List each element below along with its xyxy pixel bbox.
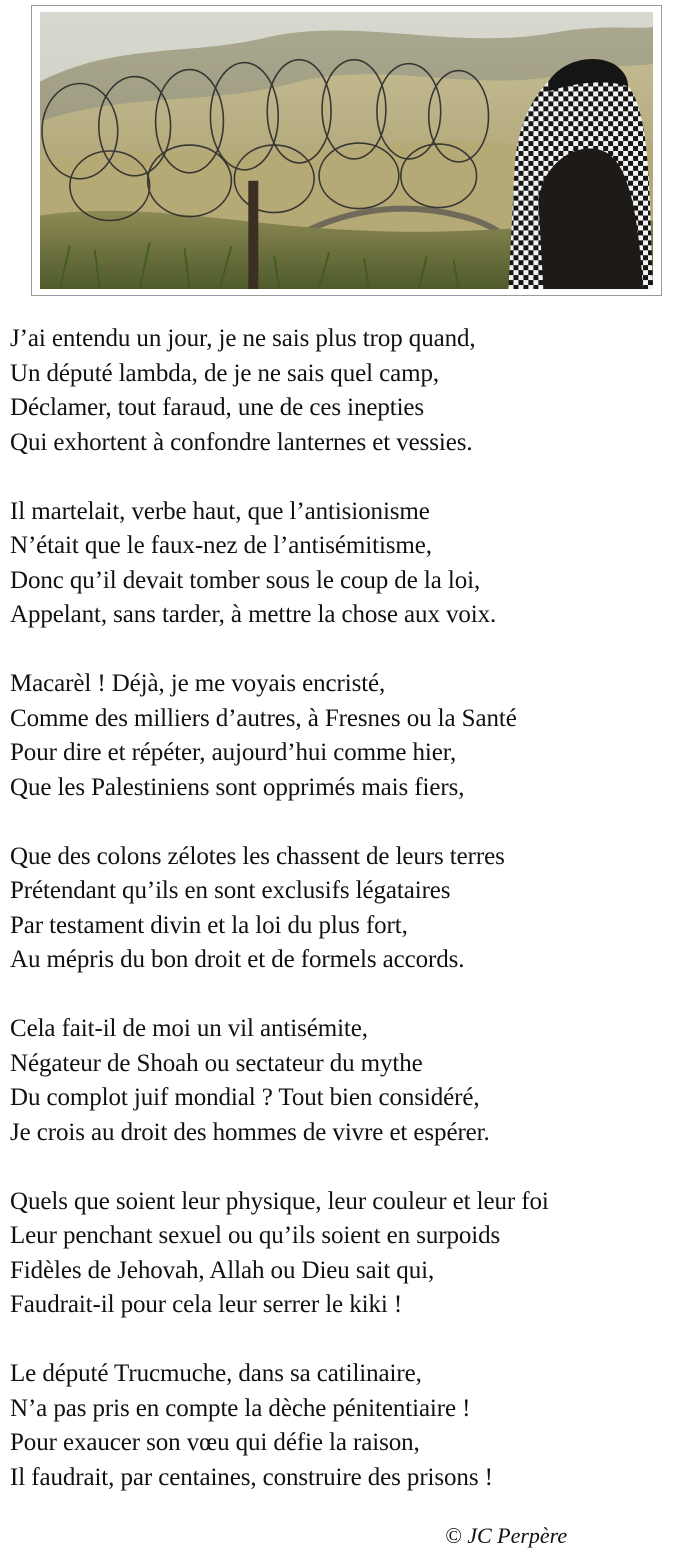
poem-line: Du complot juif mondial ? Tout bien considéré, [10, 1084, 480, 1111]
stanza-6 [10, 1185, 686, 1323]
poem-line: Appelant, sans tarder, à mettre la chose aux voix. [10, 601, 497, 628]
poem-line: Faudrait-il pour cela leur serrer le kiki ! [10, 1291, 403, 1318]
poem-line: Que les Palestiniens sont opprimés mais fiers, [10, 773, 465, 801]
author-signature: © JC Perpère [445, 1523, 568, 1548]
poem-line: Cela fait-il de moi un vil antisémite, [10, 1015, 368, 1042]
poem-line: Fidèles de Jehovah, Allah ou Dieu sait qui, [10, 1256, 435, 1284]
poem-line: Par testament divin et la loi du plus fort, [10, 911, 408, 939]
poem-line: Au mépris du bon droit et de formels accords. [10, 946, 465, 973]
stanza-7 [10, 1357, 686, 1495]
stanza-1 [10, 322, 686, 460]
poem [10, 322, 686, 1530]
poem-line: Comme des milliers d’autres, à Fresnes ou la Santé [10, 704, 517, 732]
poem-line: Le député Trucmuche, dans sa catilinaire, [10, 1360, 422, 1387]
header-photo-frame [31, 5, 662, 296]
poem-line: Leur penchant sexuel ou qu’ils soient en surpoids [10, 1222, 501, 1249]
poem-line: N’a pas pris en compte la dèche pénitentiaire ! [10, 1394, 471, 1422]
stanza-5 [10, 1012, 686, 1150]
stanza-4 [10, 840, 686, 978]
poem-line: Qui exhortent à confondre lanternes et vessies. [10, 428, 473, 456]
poem-line: Quels que soient leur physique, leur couleur et leur foi [10, 1187, 549, 1215]
poem-line: Un député lambda, de je ne sais quel camp, [10, 359, 439, 387]
poem-line: Il faudrait, par centaines, construire des prisons ! [10, 1463, 493, 1491]
poem-line: J’ai entendu un jour, je ne sais plus trop quand, [10, 325, 476, 352]
poem-line: Déclamer, tout faraud, une de ces inepties [10, 394, 425, 421]
poem-line: Macarèl ! Déjà, je me voyais encristé, [10, 670, 386, 697]
stanza-3 [10, 667, 686, 805]
poem-line: Pour exaucer son vœu qui défie la raison, [10, 1429, 420, 1456]
stanza-2 [10, 495, 686, 633]
poem-line: Je crois au droit des hommes de vivre et espérer. [10, 1118, 490, 1146]
poem-line: Donc qu’il devait tomber sous le coup de la loi, [10, 566, 481, 594]
landscape-photo [40, 12, 653, 289]
poem-line: Pour dire et répéter, aujourd’hui comme hier, [10, 739, 457, 766]
poem-line: Négateur de Shoah ou sectateur du mythe [10, 1049, 423, 1077]
poem-line: Que des colons zélotes les chassent de leurs terres [10, 842, 505, 870]
poem-line: Il martelait, verbe haut, que l’antisionisme [10, 497, 430, 525]
poem-line: N’était que le faux-nez de l’antisémitisme, [10, 532, 432, 559]
poem-line: Prétendant qu’ils en sont exclusifs légataires [10, 877, 451, 904]
